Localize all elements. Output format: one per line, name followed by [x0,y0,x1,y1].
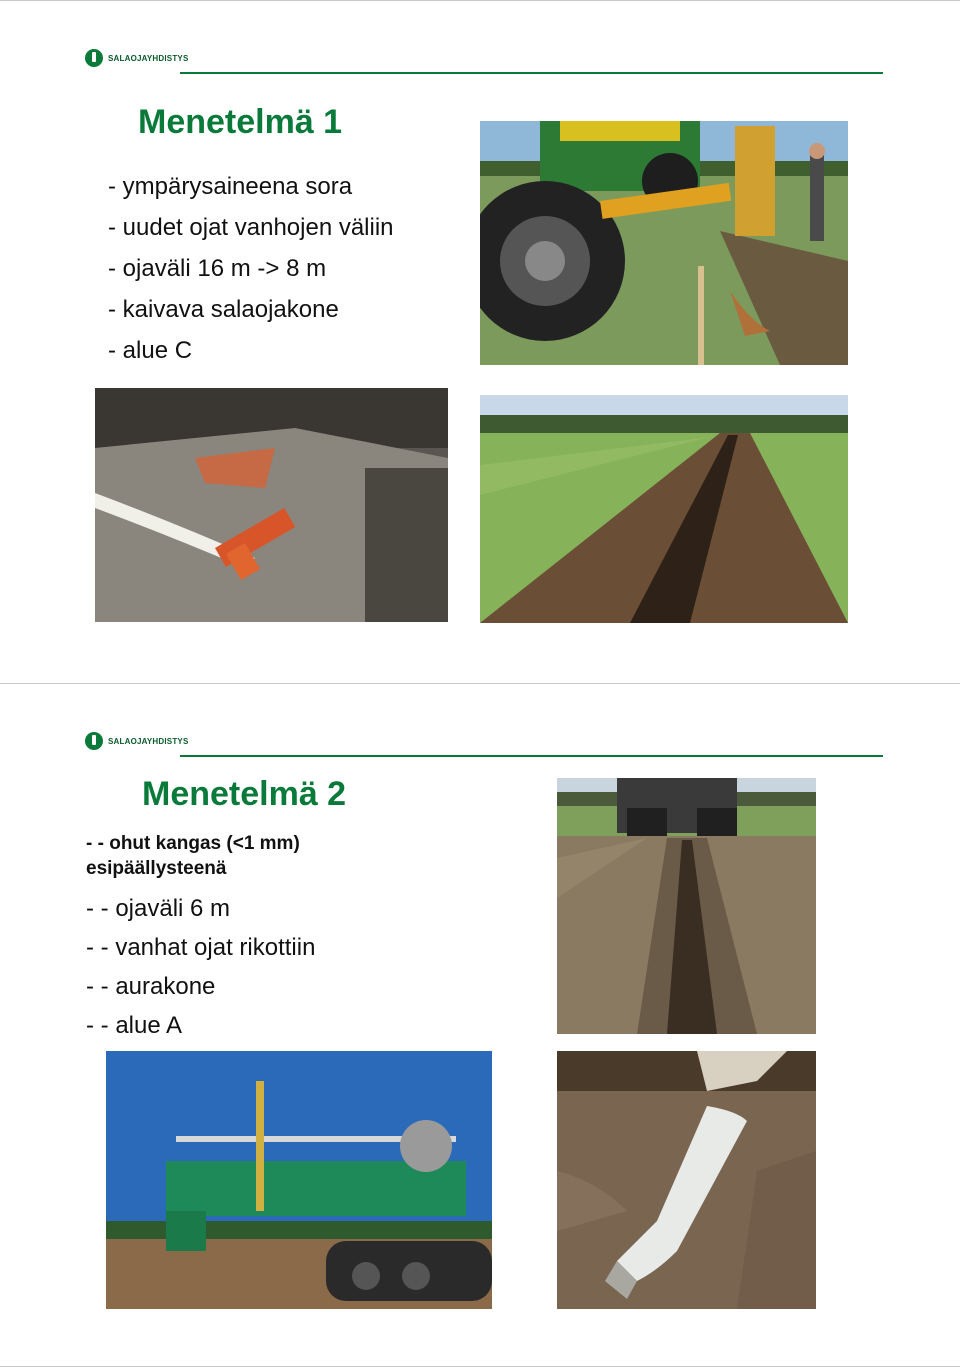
photo-green-plough-machine [106,1051,492,1309]
bullet-item: - ojaväli 16 m -> 8 m [108,255,327,282]
slide-2 [0,683,960,1367]
header-rule [180,755,883,757]
bold-bullet-line: esipäällysteenä [86,858,227,879]
bullet-item: - ympärysaineena sora [108,173,353,200]
brand-logo [85,49,189,67]
bullet-item: - uudet ojat vanhojen väliin [108,214,394,241]
photo-pipe-excavation [95,388,448,622]
bold-bullet-line: - - ohut kangas (<1 mm) [86,833,300,854]
photo-plough-trench [557,778,816,1034]
bullet-item: - - ojaväli 6 m [86,895,231,922]
bold-bullet [86,831,300,881]
bullet-item: - alue C [108,337,193,364]
brand-logo [85,732,189,750]
logo-mark-icon [85,49,103,67]
slide-title: Menetelmä 2 [142,775,347,813]
photo-tractor-trencher [480,121,848,365]
photo-wrapped-drain-pipe [557,1051,816,1309]
photo-field-trench [480,395,848,623]
bullet-list [108,166,394,371]
slide-title: Menetelmä 1 [138,103,343,141]
bullet-item: - - vanhat ojat rikottiin [86,934,316,961]
header-rule [180,72,883,74]
logo-text: SALAOJAYHDISTYS [108,53,189,63]
bullet-item: - - alue A [86,1012,183,1039]
bullet-item: - - aurakone [86,973,216,1000]
logo-mark-icon [85,732,103,750]
bullet-item: - kaivava salaojakone [108,296,339,323]
bullet-list [86,889,315,1045]
logo-text: SALAOJAYHDISTYS [108,736,189,746]
